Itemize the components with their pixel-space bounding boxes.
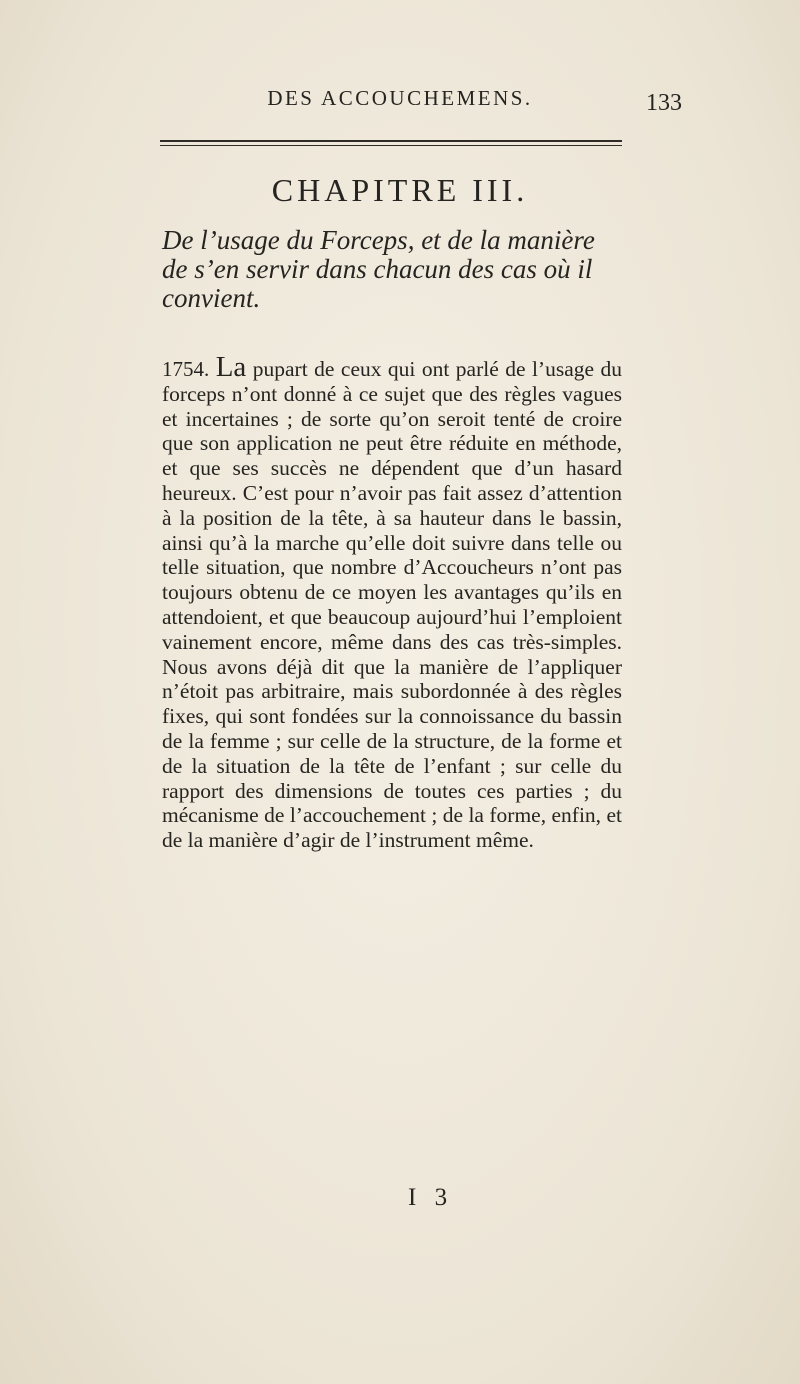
- paragraph-text: pupart de ceux qui ont parlé de l’usage du forceps n’ont donné à ce sujet que des règles vagues et incertaines ; de sorte qu’on seroit tenté de croire que son application ne peut être réduite en méthode, et que ses succès ne dépendent que d’un hasard heureux. C’est pour n’avoir pas fait assez d’attention à la position de la tête, à sa hauteur dans le bassin, ainsi qu’à la marche qu’elle doit suivre dans telle ou telle situation, que nombre d’Accoucheurs n’ont pas toujours obtenu de ce moyen les avantages qu’ils en attendoient, et que beaucoup aujourd’hui l’emploient vainement encore, même dans des cas très-simples. Nous avons déjà dit que la manière de l’appliquer n’étoit pas arbitraire, mais subordonnée à des règles fixes, qui sont fondées sur la connoissance du bassin de la femme ; sur celle de la structure, de la forme et de la situation de la tête de l’enfant ; sur celle du rapport des dimensions de toutes ces parties ; du mécanisme de l’accouchement ; de la forme, enfin, et de la manière d’agir de l’instrument même.: [162, 357, 623, 853]
- chapter-title: CHAPITRE III.: [271, 172, 529, 208]
- header-rule-thin: [160, 145, 622, 146]
- signature-mark: I 3: [408, 1184, 454, 1211]
- page-number: 133: [646, 90, 682, 116]
- page-header: [0, 76, 800, 116]
- body-paragraph: [162, 351, 623, 853]
- chapter-subtitle: De l’usage du Forceps, et de la manière de s’en servir dans chacun des cas où il convient.: [162, 225, 595, 313]
- header-rule-thick: [160, 140, 622, 142]
- running-head: DES ACCOUCHEMENS.: [267, 86, 533, 110]
- paragraph-number: 1754.: [162, 357, 210, 381]
- initial-word: La: [215, 351, 247, 383]
